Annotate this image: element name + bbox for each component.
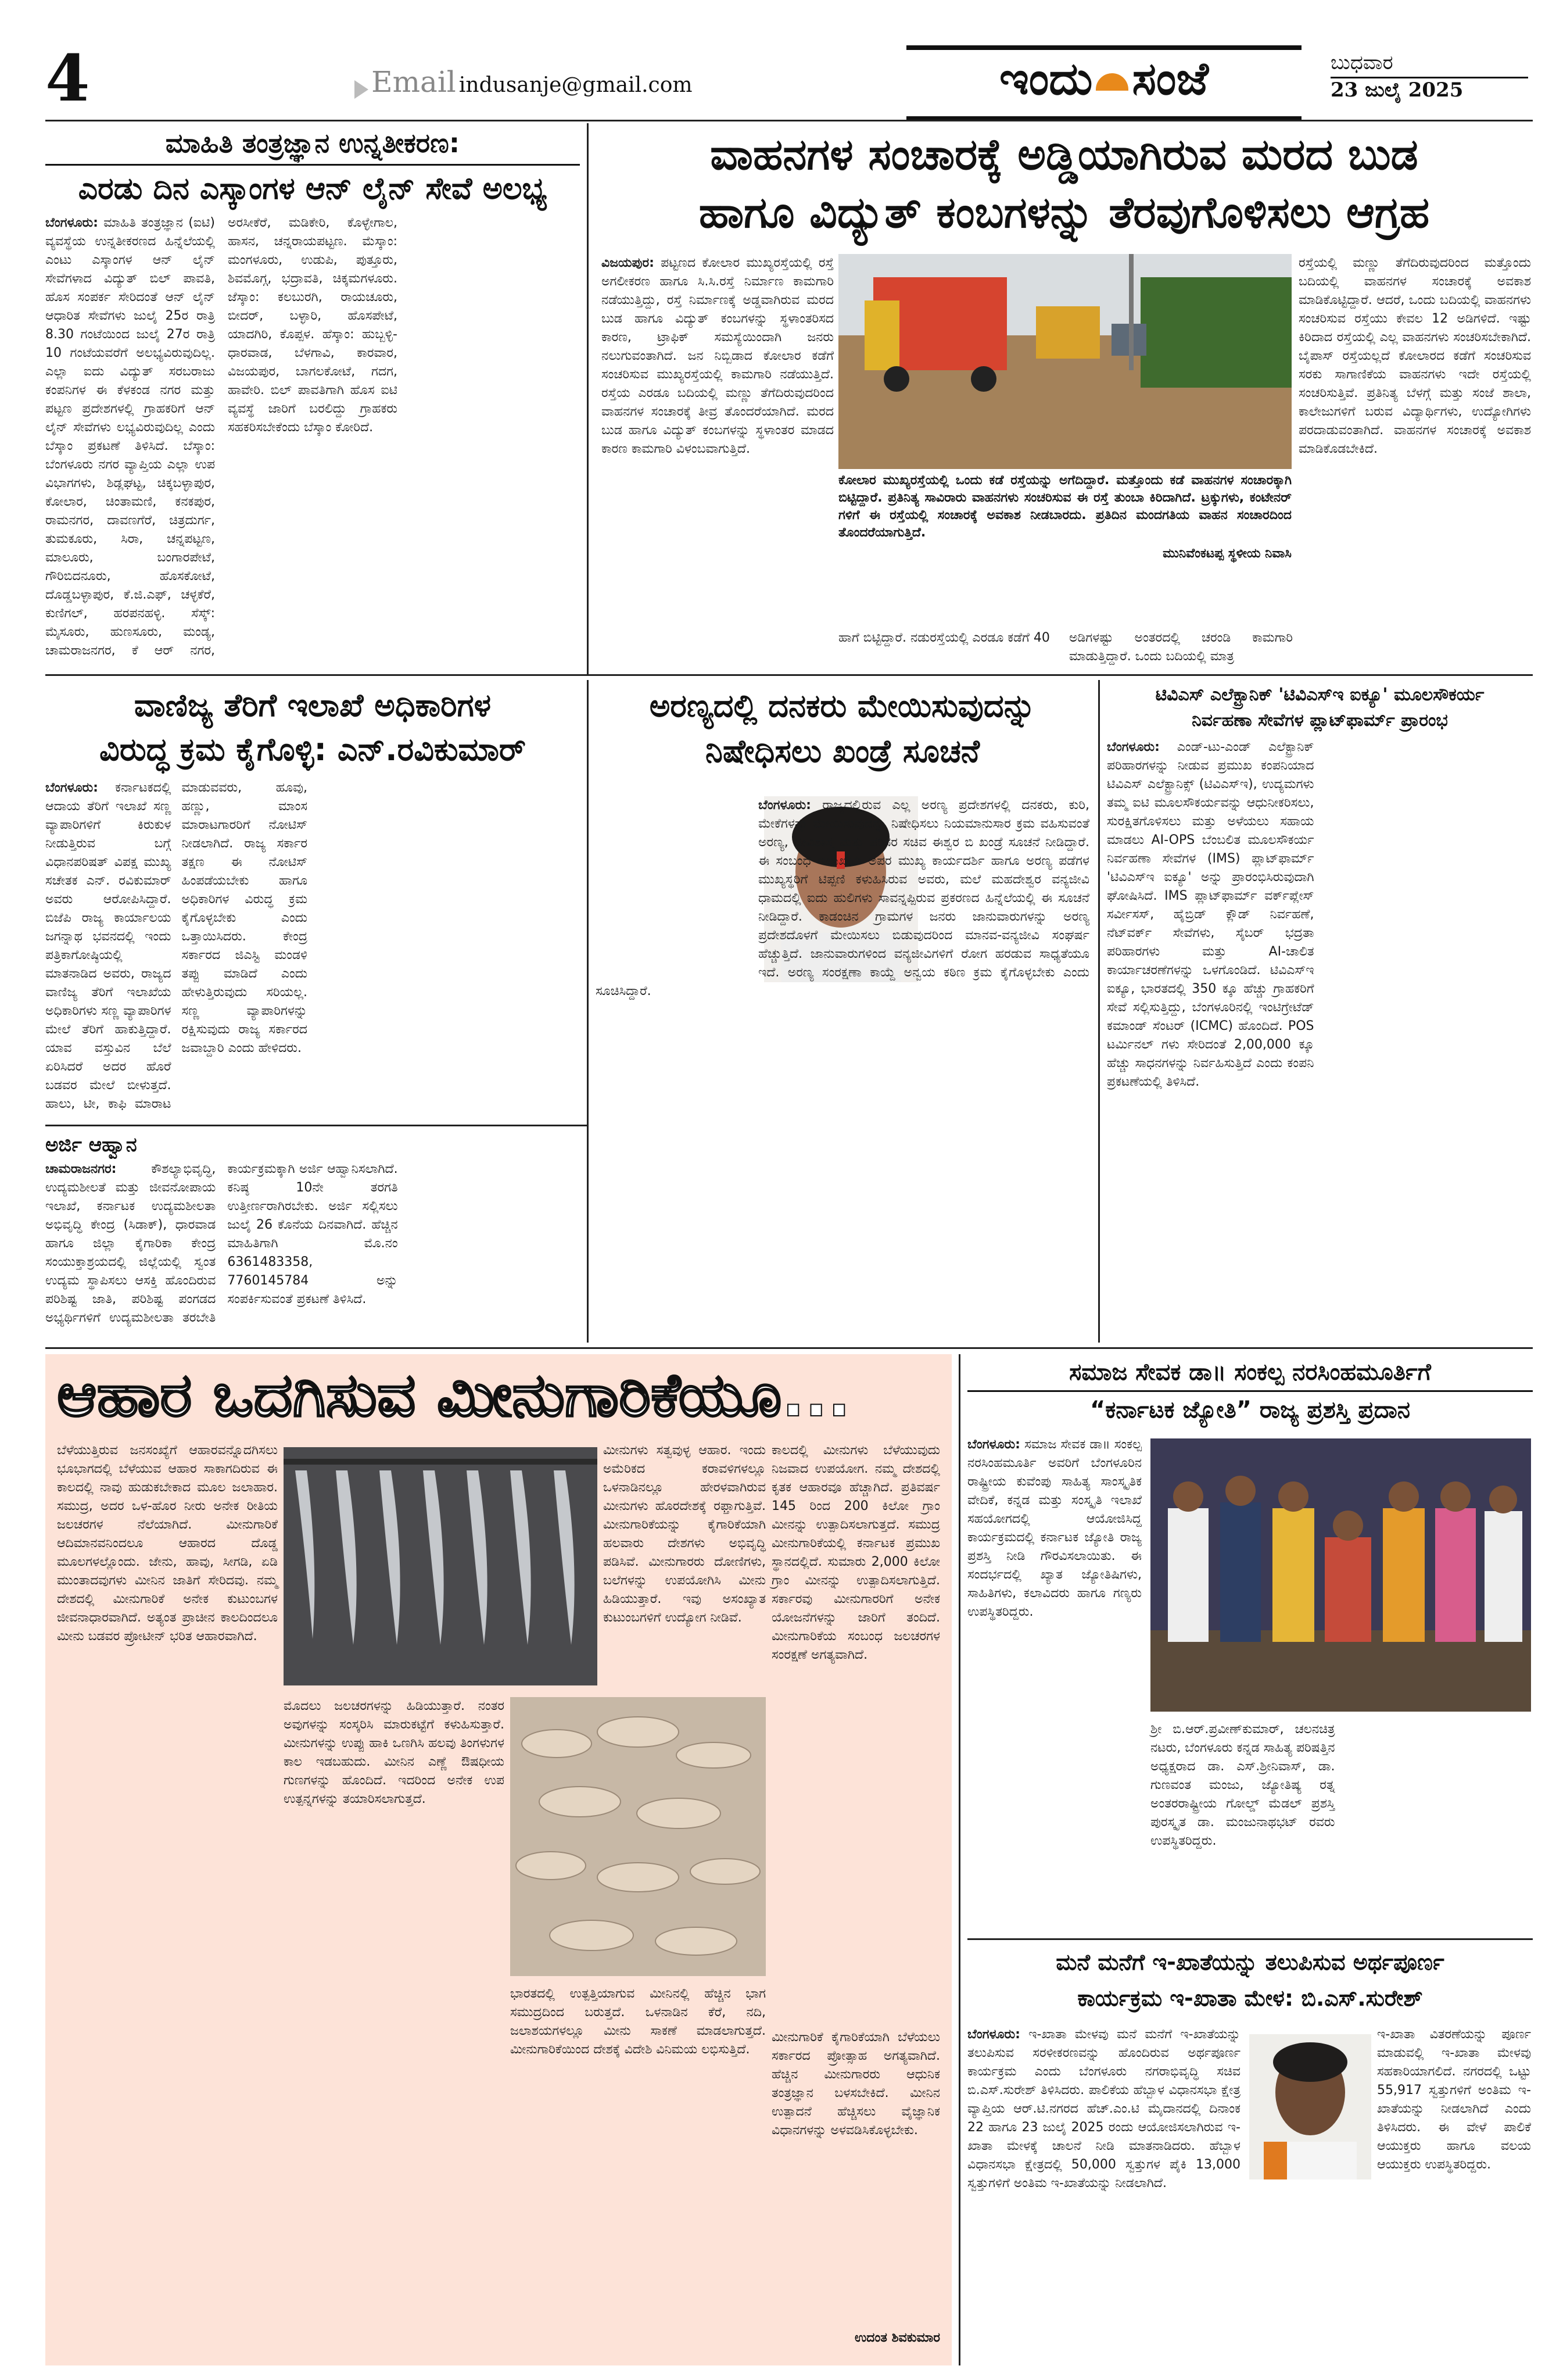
- award-body-left: ಬೆಂಗಳೂರು: ಸಮಾಜ ಸೇವಕ ಡಾ॥ ಸಂಕಲ್ಪ ನರಸಿಂಹಮೂರ್ತಿ ಅವರಿಗೆ ಬೆಂಗಳೂರಿನ ರಾಷ್ಟ್ರೀಯ ಕುವೆಂಪು ಸಾಹಿತ್ಯ ಸಾಂಸ್ಕೃತಿಕ ವೇದಿಕೆ, ಕನ್ನಡ ಮತ್ತು ಸಂಸ್ಕೃತಿ ಇಲಾಖೆ ಸಹಯೋಗದಲ್ಲಿ ಆಯೋಜಿಸಿದ್ದ ಕಾರ್ಯಕ್ರಮದಲ್ಲಿ ಕರ್ನಾಟಕ ಜ್ಯೋತಿ ರಾಜ್ಯ ಪ್ರಶಸ್ತಿ ನೀಡಿ ಗೌರವಿಸಲಾಯಿತು. ಈ ಸಂದರ್ಭದಲ್ಲಿ ಖ್ಯಾತ ಜ್ಯೋತಿಷಿಗಳು, ಸಾಹಿತಿಗಳು, ಕಲಾವಿದರು ಹಾಗೂ ಗಣ್ಯರು ಉಪಸ್ಥಿತರಿದ್ದರು.: [967, 1437, 1142, 1619]
- weekday: ಬುಧವಾರ: [1331, 51, 1528, 78]
- shrimp-photo: [510, 1697, 766, 1976]
- newspaper-logo: ಇಂದು ಸಂಜೆ: [906, 45, 1302, 121]
- trees-body-mid2: ಅಡಿಗಳಷ್ಟು ಅಂತರದಲ್ಲಿ ಚರಂಡಿ ಕಾಮಗಾರಿ ಮಾಡುತ್ತಿದ್ದಾರೆ. ಒಂದು ಬದಿಯಲ್ಲಿ ಮಾತ್ರ: [1069, 631, 1293, 664]
- forest-headline: ಅರಣ್ಯದಲ್ಲಿ ದನಕರು ಮೇಯಿಸುವುದನ್ನು ನಿಷೇಧಿಸಲು ಖಂಡ್ರೆ ಸೂಚನೆ: [649, 688, 1036, 770]
- it-story: [45, 123, 580, 664]
- column-rule: [1098, 680, 1100, 1343]
- fish-body-5: ಭಾರತದಲ್ಲಿ ಉತ್ಪತ್ತಿಯಾಗುವ ಮೀನಿನಲ್ಲಿ ಹೆಚ್ಚಿನ ಭಾಗ ಸಮುದ್ರದಿಂದ ಬರುತ್ತದೆ. ಒಳನಾಡಿನ ಕೆರೆ, ನದಿ, ಜಲಾಶಯಗಳಲ್ಲೂ ಮೀನು ಸಾಕಣೆ ಮಾಡಲಾಗುತ್ತದೆ. ಮೀನುಗಾರಿಕೆಯಿಂದ ದೇಶಕ್ಕೆ ವಿದೇಶಿ ವಿನಿಮಯ ಲಭಿಸುತ್ತಿದೆ.: [510, 1987, 766, 2057]
- dried-fish-photo: [284, 1447, 597, 1685]
- it-kicker: ಮಾಹಿತಿ ತಂತ್ರಜ್ಞಾನ ಉನ್ನತೀಕರಣ:: [45, 123, 580, 166]
- shrimp-pile-image: [510, 1697, 766, 1976]
- trees-story: [596, 123, 1533, 670]
- column-rule: [959, 1354, 960, 2365]
- masthead-rule: [45, 120, 1533, 121]
- road-traffic-photo: [838, 254, 1292, 469]
- ekhata-body-right: ಇ-ಖಾತಾ ವಿತರಣೆಯನ್ನು ಪೂರ್ಣ ಮಾಡುವಲ್ಲಿ ಇ-ಖಾತಾ ಮೇಳವು ಸಹಕಾರಿಯಾಗಲಿದೆ. ನಗರದಲ್ಲಿ ಒಟ್ಟು 55,917 ಸ್ವತ್ತುಗಳಿಗೆ ಅಂತಿಮ ಇ-ಖಾತೆಯನ್ನು ನೀಡಲಾಗಿದೆ ಎಂದು ತಿಳಿಸಿದರು. ಈ ವೇಳೆ ಪಾಲಿಕೆ ಆಯುಕ್ತರು ಹಾಗೂ ವಲಯ ಆಯುಕ್ತರು ಉಪಸ್ಥಿತರಿದ್ದರು.: [1377, 2027, 1531, 2172]
- email-label: Email: [371, 65, 456, 99]
- section-rule: [967, 1938, 1533, 1940]
- award-story: [967, 1354, 1533, 1935]
- forest-body: ಬೆಂಗಳೂರು: ರಾಜ್ಯದಲ್ಲಿರುವ ಎಲ್ಲ ಅರಣ್ಯ ಪ್ರದೇಶಗಳಲ್ಲಿ ದನಕರು, ಕುರಿ, ಮೇಕೆಗಳನ್ನು ಮೇಯಿಸುವುದನ್ನು ನಿಷೇಧಿಸಲು ನಿಯಮಾನುಸಾರ ಕ್ರಮ ವಹಿಸುವಂತೆ ಅರಣ್ಯ, ಜೀವಿಶಾಸ್ತ್ರ ಮತ್ತು ಪರಿಸರ ಸಚಿವ ಈಶ್ವರ ಬಿ ಖಂಡ್ರೆ ಸೂಚನೆ ನೀಡಿದ್ದಾರೆ. ಈ ಸಂಬಂಧ ಇಲಾಖೆಯ ಅಪರ ಮುಖ್ಯ ಕಾರ್ಯದರ್ಶಿ ಹಾಗೂ ಅರಣ್ಯ ಪಡೆಗಳ ಮುಖ್ಯಸ್ಥರಿಗೆ ಟಿಪ್ಪಣಿ ಕಳುಹಿಸಿರುವ ಅವರು, ಮಲೆ ಮಹದೇಶ್ವರ ವನ್ಯಜೀವಿ ಧಾಮದಲ್ಲಿ ಐದು ಹುಲಿಗಳು ಸಾವನ್ನಪ್ಪಿರುವ ಪ್ರಕರಣದ ಹಿನ್ನೆಲೆಯಲ್ಲಿ ಈ ಸೂಚನೆ ನೀಡಿದ್ದಾರೆ. ಕಾಡಂಚಿನ ಗ್ರಾಮಗಳ ಜನರು ಜಾನುವಾರುಗಳನ್ನು ಅರಣ್ಯ ಪ್ರದೇಶದೊಳಗೆ ಮೇಯಿಸಲು ಬಿಡುವುದರಿಂದ ಮಾನವ-ವನ್ಯಜೀವಿ ಸಂಘರ್ಷ ಹೆಚ್ಚುತ್ತಿದೆ. ಜಾನುವಾರುಗಳಿಂದ ವನ್ಯಜೀವಿಗಳಿಗೆ ರೋಗ ಹರಡುವ ಸಾಧ್ಯತೆಯೂ ಇದೆ. ಅರಣ್ಯ ಸಂರಕ್ಷಣಾ ಕಾಯ್ದೆ ಅನ್ವಯ ಕಠಿಣ ಕ್ರಮ ಕೈಗೊಳ್ಳಬೇಕು ಎಂದು ಸೂಚಿಸಿದ್ದಾರೆ.: [596, 798, 1089, 998]
- fish-body-6: ಮೀನುಗಾರಿಕೆ ಕೈಗಾರಿಕೆಯಾಗಿ ಬೆಳೆಯಲು ಸರ್ಕಾರದ ಪ್ರೋತ್ಸಾಹ ಅಗತ್ಯವಾಗಿದೆ. ಹೆಚ್ಚಿನ ಮೀನುಗಾರರು ಆಧುನಿಕ ತಂತ್ರಜ್ಞಾನ ಬಳಸಬೇಕಿದೆ. ಮೀನಿನ ಉತ್ಪಾದನೆ ಹೆಚ್ಚಿಸಲು ವೈಜ್ಞಾನಿಕ ವಿಧಾನಗಳನ್ನು ಅಳವಡಿಸಿಕೊಳ್ಳಬೇಕು.: [772, 2030, 940, 2138]
- tvs-story: [1107, 680, 1533, 1343]
- ekhata-headline: ಮನೆ ಮನೆಗೆ ಇ-ಖಾತೆಯನ್ನು ತಲುಪಿಸುವ ಅರ್ಥಪೂರ್ಣ ಕಾರ್ಯಕ್ರಮ ಇ-ಖಾತಾ ಮೇಳ: ಬಿ.ಎಸ್.ಸುರೇಶ್: [1056, 1949, 1444, 2011]
- arrow-icon: [354, 80, 368, 99]
- applications-kicker: ಅರ್ಜಿ ಆಹ್ವಾನ: [45, 1133, 137, 1157]
- commerce-story: [45, 680, 580, 1122]
- hanging-fish-image: [284, 1447, 597, 1685]
- section-rule: [45, 1347, 1533, 1349]
- trees-body-right: ರಸ್ತೆಯಲ್ಲಿ ಮಣ್ಣು ತೆಗೆದಿರುವುದರಿಂದ ಮತ್ತೊಂದು ಬದಿಯಲ್ಲಿ ವಾಹನಗಳ ಸಂಚಾರಕ್ಕೆ ಅವಕಾಶ ಮಾಡಿಕೊಟ್ಟಿದ್ದಾರೆ. ಆದರೆ, ಒಂದು ಬದಿಯಲ್ಲಿ ವಾಹನಗಳು ಸಂಚರಿಸುವ ರಸ್ತೆಯು ಕೇವಲ 12 ಅಡಿಗಳಿದೆ. ಇಷ್ಟು ಕಿರಿದಾದ ರಸ್ತೆಯಲ್ಲಿ ಎಲ್ಲ ವಾಹನಗಳು ಸಂಚರಿಸಬೇಕಾಗಿದೆ. ಬೈಪಾಸ್ ರಸ್ತೆಯಲ್ಲದೆ ಕೋಲಾರದ ಕಡೆಗೆ ಸಂಚರಿಸುವ ಸರಕು ಸಾಗಾಣಿಕೆಯ ವಾಹನಗಳು ಇದೇ ರಸ್ತೆಯಲ್ಲಿ ಸಂಚರಿಸುತ್ತಿವೆ. ಪ್ರತಿನಿತ್ಯ ಬೆಳಗ್ಗೆ ಮತ್ತು ಸಂಜೆ ಶಾಲಾ, ಕಾಲೇಜುಗಳಿಗೆ ಬರುವ ವಿದ್ಯಾರ್ಥಿಗಳು, ಉದ್ಯೋಗಿಗಳು ಪರದಾಡುವಂತಾಗಿದೆ. ವಾಹನಗಳ ಸಂಚಾರಕ್ಕೆ ಅವಕಾಶ ಮಾಡಿಕೊಡಬೇಕಿದೆ.: [1299, 256, 1531, 456]
- it-body: ಬೆಂಗಳೂರು: ಮಾಹಿತಿ ತಂತ್ರಜ್ಞಾನ (ಐಟಿ) ವ್ಯವಸ್ಥೆಯ ಉನ್ನತೀಕರಣದ ಹಿನ್ನೆಲೆಯಲ್ಲಿ ಎಂಟು ಎಸ್ಕಾಂಗಳ ಆನ್ ಲೈನ್ ಸೇವೆಗಳಾದ ವಿದ್ಯುತ್ ಬಿಲ್ ಪಾವತಿ, ಹೊಸ ಸಂಪರ್ಕ ಸೇರಿದಂತೆ ಆನ್ ಲೈನ್ ಆಧಾರಿತ ಸೇವೆಗಳು ಜುಲೈ 25ರ ರಾತ್ರಿ 8.30 ಗಂಟೆಯಿಂದ ಜುಲೈ 27ರ ರಾತ್ರಿ 10 ಗಂಟೆಯವರೆಗೆ ಅಲಭ್ಯವಿರುವುದಿಲ್ಲ. ಎಲ್ಲಾ ಐದು ವಿದ್ಯುತ್ ಸರಬರಾಜು ಕಂಪನಿಗಳ ಈ ಕೆಳಕಂಡ ನಗರ ಮತ್ತು ಪಟ್ಟಣ ಪ್ರದೇಶಗಳಲ್ಲಿ ಗ್ರಾಹಕರಿಗೆ ಆನ್ ಲೈನ್ ಸೇವೆಗಳು ಲಭ್ಯವಿರುವುದಿಲ್ಲ ಎಂದು ಬೆಸ್ಕಾಂ ಪ್ರಕಟಣೆ ತಿಳಿಸಿದೆ. ಬೆಸ್ಕಾಂ: ಬೆಂಗಳೂರು ನಗರ ವ್ಯಾಪ್ತಿಯ ಎಲ್ಲಾ ಉಪ ವಿಭಾಗಗಳು, ಶಿಡ್ಲಘಟ್ಟ, ಚಿಕ್ಕಬಳ್ಳಾಪುರ, ಕೋಲಾರ, ಚಿಂತಾಮಣಿ, ಕನಕಪುರ, ರಾಮನಗರ, ದಾವಣಗೆರೆ, ಚಿತ್ರದುರ್ಗ, ತುಮಕೂರು, ಸಿರಾ, ಚನ್ನಪಟ್ಟಣ, ಮಾಲೂರು, ಬಂಗಾರಪೇಟೆ, ಗೌರಿಬಿದನೂರು, ಹೊಸಕೋಟೆ, ದೊಡ್ಡಬಳ್ಳಾಪುರ, ಕೆ.ಜಿ.ಎಫ್, ಚಳ್ಳಕೆರೆ, ಕುಣಿಗಲ್, ಹರಪನಹಳ್ಳಿ. ಸೆಸ್ಕ್: ಮೈಸೂರು, ಹುಣಸೂರು, ಮಂಡ್ಯ, ಚಾಮರಾಜನಗರ, ಕೆ ಆರ್ ನಗರ, ಅರಸೀಕೆರೆ, ಮಡಿಕೇರಿ, ಕೊಳ್ಳೇಗಾಲ, ಹಾಸನ, ಚನ್ನರಾಯಪಟ್ಟಣ. ಮೆಸ್ಕಾಂ: ಮಂಗಳೂರು, ಉಡುಪಿ, ಪುತ್ತೂರು, ಶಿವಮೊಗ್ಗ, ಭದ್ರಾವತಿ, ಚಿಕ್ಕಮಗಳೂರು. ಜೆಸ್ಕಾಂ: ಕಲಬುರಗಿ, ರಾಯಚೂರು, ಬೀದರ್, ಬಳ್ಳಾರಿ, ಹೊಸಪೇಟೆ, ಯಾದಗಿರಿ, ಕೊಪ್ಪಳ. ಹೆಸ್ಕಾಂ: ಹುಬ್ಬಳ್ಳಿ-ಧಾರವಾಡ, ಬೆಳಗಾವಿ, ಕಾರವಾರ, ವಿಜಯಪುರ, ಬಾಗಲಕೋಟೆ, ಗದಗ, ಹಾವೇರಿ. ಬಿಲ್ ಪಾವತಿಗಾಗಿ ಹೊಸ ಐಟಿ ವ್ಯವಸ್ಥೆ ಜಾರಿಗೆ ಬರಲಿದ್ದು ಗ್ರಾಹಕರು ಸಹಕರಿಸಬೇಕೆಂದು ಬೆಸ್ಕಾಂ ಕೋರಿದೆ.: [45, 215, 397, 658]
- forest-story: [596, 680, 1089, 1337]
- applications-body: ಚಾಮರಾಜನಗರ: ಕೌಶಲ್ಯಾಭಿವೃದ್ಧಿ, ಉದ್ಯಮಶೀಲತೆ ಮತ್ತು ಜೀವನೋಪಾಯ ಇಲಾಖೆ, ಕರ್ನಾಟಕ ಉದ್ಯಮಶೀಲತಾ ಅಭಿವೃದ್ಧಿ ಕೇಂದ್ರ (ಸಿಡಾಕ್), ಧಾರವಾಡ ಹಾಗೂ ಜಿಲ್ಲಾ ಕೈಗಾರಿಕಾ ಕೇಂದ್ರ ಸಂಯುಕ್ತಾಶ್ರಯದಲ್ಲಿ ಜಿಲ್ಲೆಯಲ್ಲಿ ಸ್ವಂತ ಉದ್ಯಮ ಸ್ಥಾಪಿಸಲು ಆಸಕ್ತಿ ಹೊಂದಿರುವ ಪರಿಶಿಷ್ಟ ಜಾತಿ, ಪರಿಶಿಷ್ಟ ಪಂಗಡದ ಅಭ್ಯರ್ಥಿಗಳಿಗೆ ಉದ್ಯಮಶೀಲತಾ ತರಬೇತಿ ಕಾರ್ಯಕ್ರಮಕ್ಕಾಗಿ ಅರ್ಜಿ ಆಹ್ವಾನಿಸಲಾಗಿದೆ. ಕನಿಷ್ಠ 10ನೇ ತರಗತಿ ಉತ್ತೀರ್ಣರಾಗಿರಬೇಕು. ಅರ್ಜಿ ಸಲ್ಲಿಸಲು ಜುಲೈ 26 ಕೊನೆಯ ದಿನವಾಗಿದೆ. ಹೆಚ್ಚಿನ ಮಾಹಿತಿಗಾಗಿ ಮೊ.ನಂ 6361483358, 7760145784 ಅನ್ನು ಸಂಪರ್ಕಿಸುವಂತೆ ಪ್ರಕಟಣೆ ತಿಳಿಸಿದೆ.: [45, 1161, 398, 1325]
- column-rule: [587, 680, 589, 1343]
- fish-body-2: ಮೀನುಗಳು ಸತ್ವವುಳ್ಳ ಆಹಾರ. ಇಂದು ಅಮೆರಿಕದ ಕರಾವಳಿಗಳಲ್ಲೂ ಒಳನಾಡಿನಲ್ಲೂ ಹೇರಳವಾಗಿರುವ ಮೀನುಗಳು ಹೊರದೇಶಕ್ಕೆ ರಫ್ತಾಗುತ್ತಿವೆ. ಮೀನುಗಾರಿಕೆಯನ್ನು ಕೈಗಾರಿಕೆಯಾಗಿ ಹಲವಾರು ದೇಶಗಳು ಅಭಿವೃದ್ಧಿ ಪಡಿಸಿವೆ. ಮೀನುಗಾರರು ದೋಣಿಗಳು, ಬಲೆಗಳನ್ನು ಉಪಯೋಗಿಸಿ ಮೀನು ಹಿಡಿಯುತ್ತಾರೆ. ಇವು ಅಸಂಖ್ಯಾತ ಕುಟುಂಬಗಳಿಗೆ ಉದ್ಯೋಗ ನೀಡಿವೆ.: [603, 1443, 766, 1625]
- tvs-headline: ಟಿವಿಎಸ್ ಎಲೆಕ್ಟ್ರಾನಿಕ್ 'ಟಿವಿಎಸ್‌ಇ ಐಕ್ಯೂ' ಮೂಲಸೌಕರ್ಯ ನಿರ್ವಹಣಾ ಸೇವೆಗಳ ಪ್ಲಾಟ್‌ಫಾರ್ಮ್ ಪ್ರಾರಂಭ: [1155, 685, 1485, 731]
- date: 23 ಜುಲೈ 2025: [1331, 78, 1464, 102]
- section-rule: [45, 1125, 587, 1126]
- trees-body-left: ವಿಜಯಪುರ: ಪಟ್ಟಣದ ಕೋಲಾರ ಮುಖ್ಯರಸ್ತೆಯಲ್ಲಿ ರಸ್ತೆ ಅಗಲೀಕರಣ ಹಾಗೂ ಸಿ.ಸಿ.ರಸ್ತೆ ನಿರ್ಮಾಣ ಕಾಮಗಾರಿ ನಡೆಯುತ್ತಿದ್ದು, ರಸ್ತೆ ನಿರ್ಮಾಣಕ್ಕೆ ಅಡ್ಡವಾಗಿರುವ ಮರದ ಬುಡ ಹಾಗೂ ವಿದ್ಯುತ್ ಕಂಬಗಳನ್ನು ಸ್ಥಳಾಂತರಿಸದ ಕಾರಣ, ಟ್ರಾಫಿಕ್ ಸಮಸ್ಯೆಯಿಂದಾಗಿ ಜನರು ನಲುಗುವಂತಾಗಿದೆ. ಜನ ನಿಬ್ಬಿಡಾದ ಕೋಲಾರ ಕಡೆಗೆ ಸಂಚರಿಸುವ ಮುಖ್ಯರಸ್ತೆಯಲ್ಲಿ ಕಾಮಗಾರಿ ನಡೆಯುತ್ತಿದೆ. ರಸ್ತೆಯ ಎರಡೂ ಬದಿಯಲ್ಲಿ ಮಣ್ಣು ತೆಗೆದಿರುವುದರಿಂದ ವಾಹನಗಳ ಸಂಚಾರಕ್ಕೆ ತೀವ್ರ ತೊಂದರೆಯಾಗಿದೆ. ಮರದ ಬುಡ ಹಾಗೂ ವಿದ್ಯುತ್ ಕಂಬಗಳನ್ನು ಸ್ಥಳಾಂತರ ಮಾಡದ ಕಾರಣ ಕಾಮಗಾರಿ ವಿಳಂಬವಾಗುತ್ತಿದೆ.: [601, 256, 834, 456]
- trees-headline: ವಾಹನಗಳ ಸಂಚಾರಕ್ಕೆ ಅಡ್ಡಿಯಾಗಿರುವ ಮರದ ಬುಡ ಹಾಗೂ ವಿದ್ಯುತ್ ಕಂಬಗಳನ್ನು ತೆರವುಗೊಳಿಸಲು ಆಗ್ರಹ: [698, 130, 1430, 238]
- trees-photo-caption: ಕೋಲಾರ ಮುಖ್ಯರಸ್ತೆಯಲ್ಲಿ ಒಂದು ಕಡೆ ರಸ್ತೆಯನ್ನು ಅಗೆದಿದ್ದಾರೆ. ಮತ್ತೊಂದು ಕಡೆ ವಾಹನಗಳ ಸಂಚಾರಕ್ಕಾಗಿ ಬಿಟ್ಟಿದ್ದಾರೆ. ಪ್ರತಿನಿತ್ಯ ಸಾವಿರಾರು ವಾಹನಗಳು ಸಂಚರಿಸುವ ಈ ರಸ್ತೆ ತುಂಬಾ ಕಿರಿದಾಗಿದೆ. ಟ್ರಕ್ಕುಗಳು, ಕಂಟೇನರ್ ಗಳಿಗೆ ಈ ರಸ್ತೆಯಲ್ಲಿ ಸಂಚಾರಕ್ಕೆ ಅವಕಾಶ ನೀಡಬಾರದು. ಪ್ರತಿದಿನ ಮಂದಗತಿಯ ವಾಹನ ಸಂಚಾರದಿಂದ ತೊಂದರೆಯಾಗುತ್ತಿದೆ. ಮುನಿವೆಂಕಟಪ್ಪ ಸ್ಥಳೀಯ ನಿವಾಸಿ: [838, 472, 1292, 617]
- trucks-on-road-image: [838, 254, 1292, 469]
- ekhata-body-left: ಬೆಂಗಳೂರು: ಇ-ಖಾತಾ ಮೇಳವು ಮನೆ ಮನೆಗೆ ಇ-ಖಾತೆಯನ್ನು ತಲುಪಿಸುವ ಸರಳೀಕರಣವನ್ನು ಹೊಂದಿರುವ ಅರ್ಥಪೂರ್ಣ ಕಾರ್ಯಕ್ರಮ ಎಂದು ಬೆಂಗಳೂರು ನಗರಾಭಿವೃದ್ಧಿ ಸಚಿವ ಬಿ.ಎಸ್.ಸುರೇಶ್ ತಿಳಿಸಿದರು. ಪಾಲಿಕೆಯ ಹೆಬ್ಬಾಳ ವಿಧಾನಸಭಾ ಕ್ಷೇತ್ರ ವ್ಯಾಪ್ತಿಯ ಆರ್.ಟಿ.ನಗರದ ಹೆಚ್.ಎಂ.ಟಿ ಮೈದಾನದಲ್ಲಿ ದಿನಾಂಕ 22 ಹಾಗೂ 23 ಜುಲೈ 2025 ರಂದು ಆಯೋಜಿಸಲಾಗಿರುವ ಇ-ಖಾತಾ ಮೇಳಕ್ಕೆ ಚಾಲನೆ ನೀಡಿ ಮಾತನಾಡಿದರು. ಹೆಬ್ಬಾಳ ವಿಧಾನಸಭಾ ಕ್ಷೇತ್ರದಲ್ಲಿ 50,000 ಸ್ವತ್ತುಗಳ ಪೈಕಿ 13,000 ಸ್ವತ್ತುಗಳಿಗೆ ಅಂತಿಮ ಇ-ಖಾತೆಯನ್ನು ನೀಡಲಾಗಿದೆ.: [967, 2027, 1241, 2191]
- trees-body-mid: ಹಾಗೆ ಬಿಟ್ಟಿದ್ದಾರೆ. ನಡುರಸ್ತೆಯಲ್ಲಿ ಎರಡೂ ಕಡೆಗೆ 40: [838, 631, 1050, 645]
- trees-photo-credit: ಮುನಿವೆಂಕಟಪ್ಪ ಸ್ಥಳೀಯ ನಿವಾಸಿ: [1163, 546, 1292, 561]
- fish-headline: ಆಹಾರ ಒದಗಿಸುವ ಮೀನುಗಾರಿಕೆಯೂ...: [57, 1359, 851, 1430]
- it-headline: ಎರಡು ದಿನ ಎಸ್ಕಾಂಗಳ ಆನ್ ಲೈನ್ ಸೇವೆ ಅಲಭ್ಯ: [78, 171, 547, 206]
- award-group-image: [1150, 1438, 1531, 1712]
- fish-body-4: ಮೊದಲು ಜಲಚರಗಳನ್ನು ಹಿಡಿಯುತ್ತಾರೆ. ನಂತರ ಅವುಗಳನ್ನು ಸಂಸ್ಕರಿಸಿ ಮಾರುಕಟ್ಟೆಗೆ ಕಳುಹಿಸುತ್ತಾರೆ. ಮೀನುಗಳನ್ನು ಉಪ್ಪು ಹಾಕಿ ಒಣಗಿಸಿ ಹಲವು ತಿಂಗಳುಗಳ ಕಾಲ ಇಡಬಹುದು. ಮೀನಿನ ಎಣ್ಣೆ ಔಷಧೀಯ ಗುಣಗಳನ್ನು ಹೊಂದಿದೆ. ಇದರಿಂದ ಅನೇಕ ಉಪ ಉತ್ಪನ್ನಗಳನ್ನು ತಯಾರಿಸಲಾಗುತ್ತದೆ.: [284, 1699, 504, 1806]
- award-body-right: ಶ್ರೀ ಬಿ.ಆರ್.ಪ್ರವೀಣ್‌ಕುಮಾರ್, ಚಲನಚಿತ್ರ ನಟರು, ಬೆಂಗಳೂರು ಕನ್ನಡ ಸಾಹಿತ್ಯ ಪರಿಷತ್ತಿನ ಅಧ್ಯಕ್ಷರಾದ ಡಾ. ಎಸ್.ಶ್ರೀನಿವಾಸ್, ಡಾ. ಗುಣವಂತ ಮಂಜು, ಜ್ಯೋತಿಷ್ಯ ರತ್ನ ಅಂತರರಾಷ್ಟ್ರೀಯ ಗೋಲ್ಡ್ ಮೆಡಲ್ ಪ್ರಶಸ್ತಿ ಪುರಸ್ಕೃತ ಡಾ. ಮಂಜುನಾಥಭಟ್ ರವರು ಉಪಸ್ಥಿತರಿದ್ದರು.: [1150, 1722, 1335, 1848]
- commerce-headline: ವಾಣಿಜ್ಯ ತೆರಿಗೆ ಇಲಾಖೆ ಅಧಿಕಾರಿಗಳ ವಿರುದ್ಧ ಕ್ರಮ ಕೈಗೊಳ್ಳಿ: ಎನ್.ರವಿಕುಮಾರ್: [99, 687, 526, 768]
- email-line: [354, 65, 715, 106]
- award-headline: ಸಮಾಜ ಸೇವಕ ಡಾ॥ ಸಂಕಲ್ಪ ನರಸಿಂಹಮೂರ್ತಿಗೆ “ಕರ್ನಾಟಕ ಜ್ಯೋತಿ” ರಾಜ್ಯ ಪ್ರಶಸ್ತಿ ಪ್ರದಾನ: [967, 1354, 1533, 1428]
- fish-byline: ಉದಂತ ಶಿವಕುಮಾರ: [854, 2331, 940, 2345]
- tvs-body: ಬೆಂಗಳೂರು: ಎಂಡ್-ಟು-ಎಂಡ್ ಎಲೆಕ್ಟ್ರಾನಿಕ್ ಪರಿಹಾರಗಳನ್ನು ನೀಡುವ ಪ್ರಮುಖ ಕಂಪನಿಯಾದ ಟಿವಿಎಸ್ ಎಲೆಕ್ಟ್ರಾನಿಕ್ಸ್ (ಟಿವಿಎಸ್‌ಇ), ಉದ್ಯಮಗಳು ತಮ್ಮ ಐಟಿ ಮೂಲಸೌಕರ್ಯವನ್ನು ಆಧುನೀಕರಿಸಲು, ಸುರಕ್ಷಿತಗೊಳಿಸಲು ಮತ್ತು ಅಳೆಯಲು ಸಹಾಯ ಮಾಡಲು AI-OPS ಬೆಂಬಲಿತ ಮೂಲಸೌಕರ್ಯ ನಿರ್ವಹಣಾ ಸೇವೆಗಳ (IMS) ಪ್ಲಾಟ್‌ಫಾರ್ಮ್ 'ಟಿವಿಎಸ್‌ಇ ಐಕ್ಯೂ' ಅನ್ನು ಪ್ರಾರಂಭಿಸಿರುವುದಾಗಿ ಘೋಷಿಸಿದೆ. IMS ಪ್ಲಾಟ್‌ಫಾರ್ಮ್ ವರ್ಕ್‌ಪ್ಲೇಸ್ ಸರ್ವೀಸಸ್, ಹೈಬ್ರಿಡ್ ಕ್ಲೌಡ್ ನಿರ್ವಹಣೆ, ನೆಟ್‌ವರ್ಕ್ ಸೇವೆಗಳು, ಸೈಬರ್ ಭದ್ರತಾ ಪರಿಹಾರಗಳು ಮತ್ತು AI-ಚಾಲಿತ ಕಾರ್ಯಾಚರಣೆಗಳನ್ನು ಒಳಗೊಂಡಿದೆ. ಟಿವಿಎಸ್‌ಇ ಐಕ್ಯೂ, ಭಾರತದಲ್ಲಿ 350 ಕ್ಕೂ ಹೆಚ್ಚು ಗ್ರಾಹಕರಿಗೆ ಸೇವೆ ಸಲ್ಲಿಸುತ್ತಿದ್ದು, ಬೆಂಗಳೂರಿನಲ್ಲಿ ಇಂಟಿಗ್ರೇಟೆಡ್ ಕಮಾಂಡ್ ಸೆಂಟರ್ (ICMC) ಹೊಂದಿದೆ. POS ಟರ್ಮಿನಲ್ ಗಳು ಸೇರಿದಂತೆ 2,00,000 ಕ್ಕೂ ಹೆಚ್ಚು ಸಾಧನಗಳನ್ನು ನಿರ್ವಹಿಸುತ್ತಿದೆ ಎಂದು ಕಂಪನಿ ಪ್ರಕಟಣೆಯಲ್ಲಿ ತಿಳಿಸಿದೆ.: [1107, 740, 1314, 1089]
- fish-body-3: ಕಾಲದಲ್ಲಿ ಮೀನುಗಳು ಬೆಳೆಯುವುದು ನಿಜವಾದ ಉಪಯೋಗ. ನಮ್ಮ ದೇಶದಲ್ಲಿ ಕೃತಕ ಆಹಾರವೂ ಹೆಚ್ಚಾಗಿದೆ. ಪ್ರತಿವರ್ಷ 145 ರಿಂದ 200 ಕಿಲೋ ಗ್ರಾಂ ಮೀನನ್ನು ಉತ್ಪಾದಿಸಲಾಗುತ್ತದೆ. ಸಮುದ್ರ ಮೀನುಗಾರಿಕೆಯಲ್ಲಿ ಕರ್ನಾಟಕ ಪ್ರಮುಖ ಸ್ಥಾನದಲ್ಲಿದೆ. ಸುಮಾರು 2,000 ಕಿಲೋ ಗ್ರಾಂ ಮೀನನ್ನು ಉತ್ಪಾದಿಸಲಾಗುತ್ತಿದೆ. ಸರ್ಕಾರವು ಮೀನುಗಾರರಿಗೆ ಅನೇಕ ಯೋಜನೆಗಳನ್ನು ಜಾರಿಗೆ ತಂದಿದೆ. ಮೀನುಗಾರಿಕೆಯ ಸಂಬಂಧ ಜಲಚರಗಳ ಸಂರಕ್ಷಣೆ ಅಗತ್ಯವಾಗಿದೆ.: [772, 1443, 940, 1662]
- masthead-date: [1331, 51, 1528, 115]
- award-ceremony-photo: [1150, 1438, 1531, 1712]
- section-rule: [45, 674, 1533, 676]
- page-number: 4: [45, 46, 90, 116]
- commerce-body: ಬೆಂಗಳೂರು: ಕರ್ನಾಟಕದಲ್ಲಿ ಆದಾಯ ತೆರಿಗೆ ಇಲಾಖೆ ಸಣ್ಣ ವ್ಯಾಪಾರಿಗಳಿಗೆ ಕಿರುಕುಳ ನೀಡುತ್ತಿರುವ ಬಗ್ಗೆ ವಿಧಾನಪರಿಷತ್ ವಿಪಕ್ಷ ಮುಖ್ಯ ಸಚೇತಕ ಎನ್. ರವಿಕುಮಾರ್ ಅವರು ಆರೋಪಿಸಿದ್ದಾರೆ. ಬಿಜೆಪಿ ರಾಜ್ಯ ಕಾರ್ಯಾಲಯ ಜಗನ್ನಾಥ ಭವನದಲ್ಲಿ ಇಂದು ಪತ್ರಿಕಾಗೋಷ್ಠಿಯಲ್ಲಿ ಮಾತನಾಡಿದ ಅವರು, ರಾಜ್ಯದ ವಾಣಿಜ್ಯ ತೆರಿಗೆ ಇಲಾಖೆಯ ಅಧಿಕಾರಿಗಳು ಸಣ್ಣ ವ್ಯಾಪಾರಿಗಳ ಮೇಲೆ ತೆರಿಗೆ ಹಾಕುತ್ತಿದ್ದಾರೆ. ಯಾವ ವಸ್ತುವಿನ ಬೆಲೆ ಏರಿಸಿದರೆ ಅದರ ಹೊರೆ ಬಡವರ ಮೇಲೆ ಬೀಳುತ್ತದೆ. ಹಾಲು, ಟೀ, ಕಾಫಿ ಮಾರಾಟ ಮಾಡುವವರು, ಹೂವು, ಹಣ್ಣು, ಮಾಂಸ ಮಾರಾಟಗಾರರಿಗೆ ನೋಟಿಸ್ ನೀಡಲಾಗಿದೆ. ರಾಜ್ಯ ಸರ್ಕಾರ ತಕ್ಷಣ ಈ ನೋಟಿಸ್ ಹಿಂಪಡೆಯಬೇಕು ಹಾಗೂ ಅಧಿಕಾರಿಗಳ ವಿರುದ್ಧ ಕ್ರಮ ಕೈಗೊಳ್ಳಬೇಕು ಎಂದು ಒತ್ತಾಯಿಸಿದರು. ಕೇಂದ್ರ ಸರ್ಕಾರದ ಜಿಎಸ್ಟಿ ಮಂಡಳಿ ತಪ್ಪು ಮಾಡಿದೆ ಎಂದು ಹೇಳುತ್ತಿರುವುದು ಸರಿಯಲ್ಲ. ಸಣ್ಣ ವ್ಯಾಪಾರಿಗಳನ್ನು ರಕ್ಷಿಸುವುದು ರಾಜ್ಯ ಸರ್ಕಾರದ ಜವಾಬ್ದಾರಿ ಎಂದು ಹೇಳಿದರು.: [45, 781, 307, 1111]
- fish-body-1: ಬೆಳೆಯುತ್ತಿರುವ ಜನಸಂಖ್ಯೆಗೆ ಆಹಾರವನ್ನೊದಗಿಸಲು ಭೂಭಾಗದಲ್ಲಿ ಬೆಳೆಯುವ ಆಹಾರ ಸಾಕಾಗದಿರುವ ಈ ಕಾಲದಲ್ಲಿ ನಾವು ಹುಡುಕಬೇಕಾದ ಮೂಲ ಜಲಾಹಾರ. ಸಮುದ್ರ, ಅದರ ಒಳ-ಹೊರ ನೀರು ಅನೇಕ ರೀತಿಯ ಜಲಚರಗಳ ನೆಲೆಯಾಗಿದೆ. ಮೀನುಗಾರಿಕೆ ಆದಿಮಾನವನಿಂದಲೂ ಆಹಾರದ ದೊಡ್ಡ ಮೂಲಗಳಲ್ಲೊಂದು. ಜೇನು, ಹಾವು, ಸೀಗಡಿ, ಏಡಿ ಮುಂತಾದವುಗಳು ಮೀನಿನ ಜಾತಿಗೆ ಸೇರಿದವು. ನಮ್ಮ ದೇಶದಲ್ಲಿ ಮೀನುಗಾರಿಕೆ ಅನೇಕ ಕುಟುಂಬಗಳ ಜೀವನಾಧಾರವಾಗಿದೆ. ಅತ್ಯಂತ ಪ್ರಾಚೀನ ಕಾಲದಿಂದಲೂ ಮೀನು ಬಡವರ ಪ್ರೋಟೀನ್ ಭರಿತ ಆಹಾರವಾಗಿದೆ.: [57, 1443, 278, 1644]
- ekhata-story: [967, 1944, 1533, 2365]
- sun-icon: [1096, 73, 1128, 91]
- column-rule: [587, 123, 589, 675]
- it-dateline: ಬೆಂಗಳೂರು:: [45, 215, 98, 230]
- email-address: indusanje@gmail.com: [458, 73, 693, 97]
- fish-feature: [45, 1354, 952, 2365]
- applications-story: [45, 1130, 580, 1340]
